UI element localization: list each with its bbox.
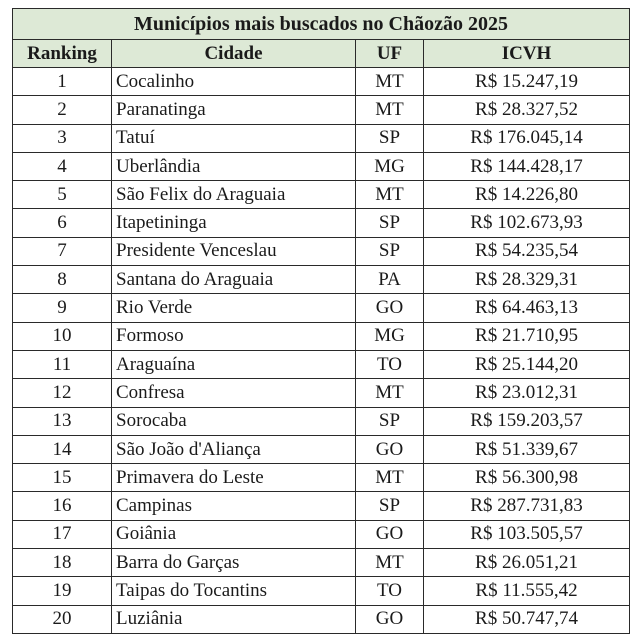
icvh-cell: R$ 28.329,31 (424, 266, 630, 294)
rank-cell: 9 (13, 294, 112, 322)
icvh-cell: R$ 51.339,67 (424, 435, 630, 463)
uf-cell: MT (356, 464, 424, 492)
table-title: Municípios mais buscados no Chãozão 2025 (13, 9, 630, 40)
city-cell: Campinas (112, 492, 356, 520)
uf-cell: GO (356, 294, 424, 322)
icvh-cell: R$ 28.327,52 (424, 96, 630, 124)
uf-cell: MG (356, 322, 424, 350)
table-row (13, 322, 630, 350)
icvh-cell: R$ 102.673,93 (424, 209, 630, 237)
rank-cell: 2 (13, 96, 112, 124)
city-cell: Rio Verde (112, 294, 356, 322)
uf-cell: SP (356, 492, 424, 520)
table-row (13, 520, 630, 548)
column-header-ranking: Ranking (13, 40, 112, 68)
table-row (13, 68, 630, 96)
rank-cell: 3 (13, 124, 112, 152)
uf-cell: SP (356, 124, 424, 152)
column-header-uf: UF (356, 40, 424, 68)
column-header-icvh: ICVH (424, 40, 630, 68)
rank-cell: 6 (13, 209, 112, 237)
table-row (13, 577, 630, 605)
city-cell: Cocalinho (112, 68, 356, 96)
uf-cell: MT (356, 379, 424, 407)
uf-cell: MT (356, 96, 424, 124)
icvh-cell: R$ 56.300,98 (424, 464, 630, 492)
rank-cell: 17 (13, 520, 112, 548)
icvh-cell: R$ 159.203,57 (424, 407, 630, 435)
icvh-cell: R$ 287.731,83 (424, 492, 630, 520)
icvh-cell: R$ 64.463,13 (424, 294, 630, 322)
uf-cell: MT (356, 549, 424, 577)
table-row (13, 435, 630, 463)
uf-cell: GO (356, 520, 424, 548)
table-row (13, 181, 630, 209)
header-row (13, 40, 630, 68)
table-row (13, 237, 630, 265)
table-row (13, 350, 630, 378)
rank-cell: 1 (13, 68, 112, 96)
rank-cell: 11 (13, 350, 112, 378)
table-row (13, 605, 630, 633)
city-cell: Barra do Garças (112, 549, 356, 577)
city-cell: Santana do Araguaia (112, 266, 356, 294)
city-cell: Tatuí (112, 124, 356, 152)
uf-cell: PA (356, 266, 424, 294)
table-row (13, 96, 630, 124)
uf-cell: SP (356, 237, 424, 265)
uf-cell: MG (356, 152, 424, 180)
icvh-cell: R$ 26.051,21 (424, 549, 630, 577)
city-cell: Formoso (112, 322, 356, 350)
icvh-cell: R$ 15.247,19 (424, 68, 630, 96)
city-cell: Luziânia (112, 605, 356, 633)
icvh-cell: R$ 103.505,57 (424, 520, 630, 548)
uf-cell: TO (356, 350, 424, 378)
uf-cell: GO (356, 605, 424, 633)
icvh-cell: R$ 54.235,54 (424, 237, 630, 265)
city-cell: Itapetininga (112, 209, 356, 237)
rank-cell: 5 (13, 181, 112, 209)
city-cell: Uberlândia (112, 152, 356, 180)
icvh-cell: R$ 144.428,17 (424, 152, 630, 180)
city-cell: São João d'Aliança (112, 435, 356, 463)
icvh-cell: R$ 23.012,31 (424, 379, 630, 407)
table-row (13, 152, 630, 180)
city-cell: Sorocaba (112, 407, 356, 435)
uf-cell: SP (356, 407, 424, 435)
rank-cell: 8 (13, 266, 112, 294)
column-header-cidade: Cidade (112, 40, 356, 68)
table-row (13, 209, 630, 237)
table-row (13, 379, 630, 407)
icvh-cell: R$ 176.045,14 (424, 124, 630, 152)
city-cell: Paranatinga (112, 96, 356, 124)
rank-cell: 19 (13, 577, 112, 605)
uf-cell: MT (356, 68, 424, 96)
rank-cell: 10 (13, 322, 112, 350)
uf-cell: TO (356, 577, 424, 605)
icvh-cell: R$ 14.226,80 (424, 181, 630, 209)
city-cell: São Felix do Araguaia (112, 181, 356, 209)
rank-cell: 13 (13, 407, 112, 435)
rank-cell: 15 (13, 464, 112, 492)
uf-cell: SP (356, 209, 424, 237)
uf-cell: MT (356, 181, 424, 209)
rank-cell: 14 (13, 435, 112, 463)
table-row (13, 549, 630, 577)
city-cell: Confresa (112, 379, 356, 407)
city-cell: Araguaína (112, 350, 356, 378)
icvh-cell: R$ 50.747,74 (424, 605, 630, 633)
icvh-cell: R$ 21.710,95 (424, 322, 630, 350)
rank-cell: 16 (13, 492, 112, 520)
icvh-cell: R$ 11.555,42 (424, 577, 630, 605)
city-cell: Taipas do Tocantins (112, 577, 356, 605)
table-body (13, 68, 630, 634)
city-cell: Primavera do Leste (112, 464, 356, 492)
rank-cell: 12 (13, 379, 112, 407)
table-row (13, 294, 630, 322)
city-cell: Goiânia (112, 520, 356, 548)
uf-cell: GO (356, 435, 424, 463)
rank-cell: 7 (13, 237, 112, 265)
table-row (13, 407, 630, 435)
rank-cell: 20 (13, 605, 112, 633)
table-row (13, 266, 630, 294)
rank-cell: 4 (13, 152, 112, 180)
table-row (13, 124, 630, 152)
table-row (13, 464, 630, 492)
table-row (13, 492, 630, 520)
city-cell: Presidente Venceslau (112, 237, 356, 265)
icvh-cell: R$ 25.144,20 (424, 350, 630, 378)
ranking-table (12, 8, 630, 634)
rank-cell: 18 (13, 549, 112, 577)
